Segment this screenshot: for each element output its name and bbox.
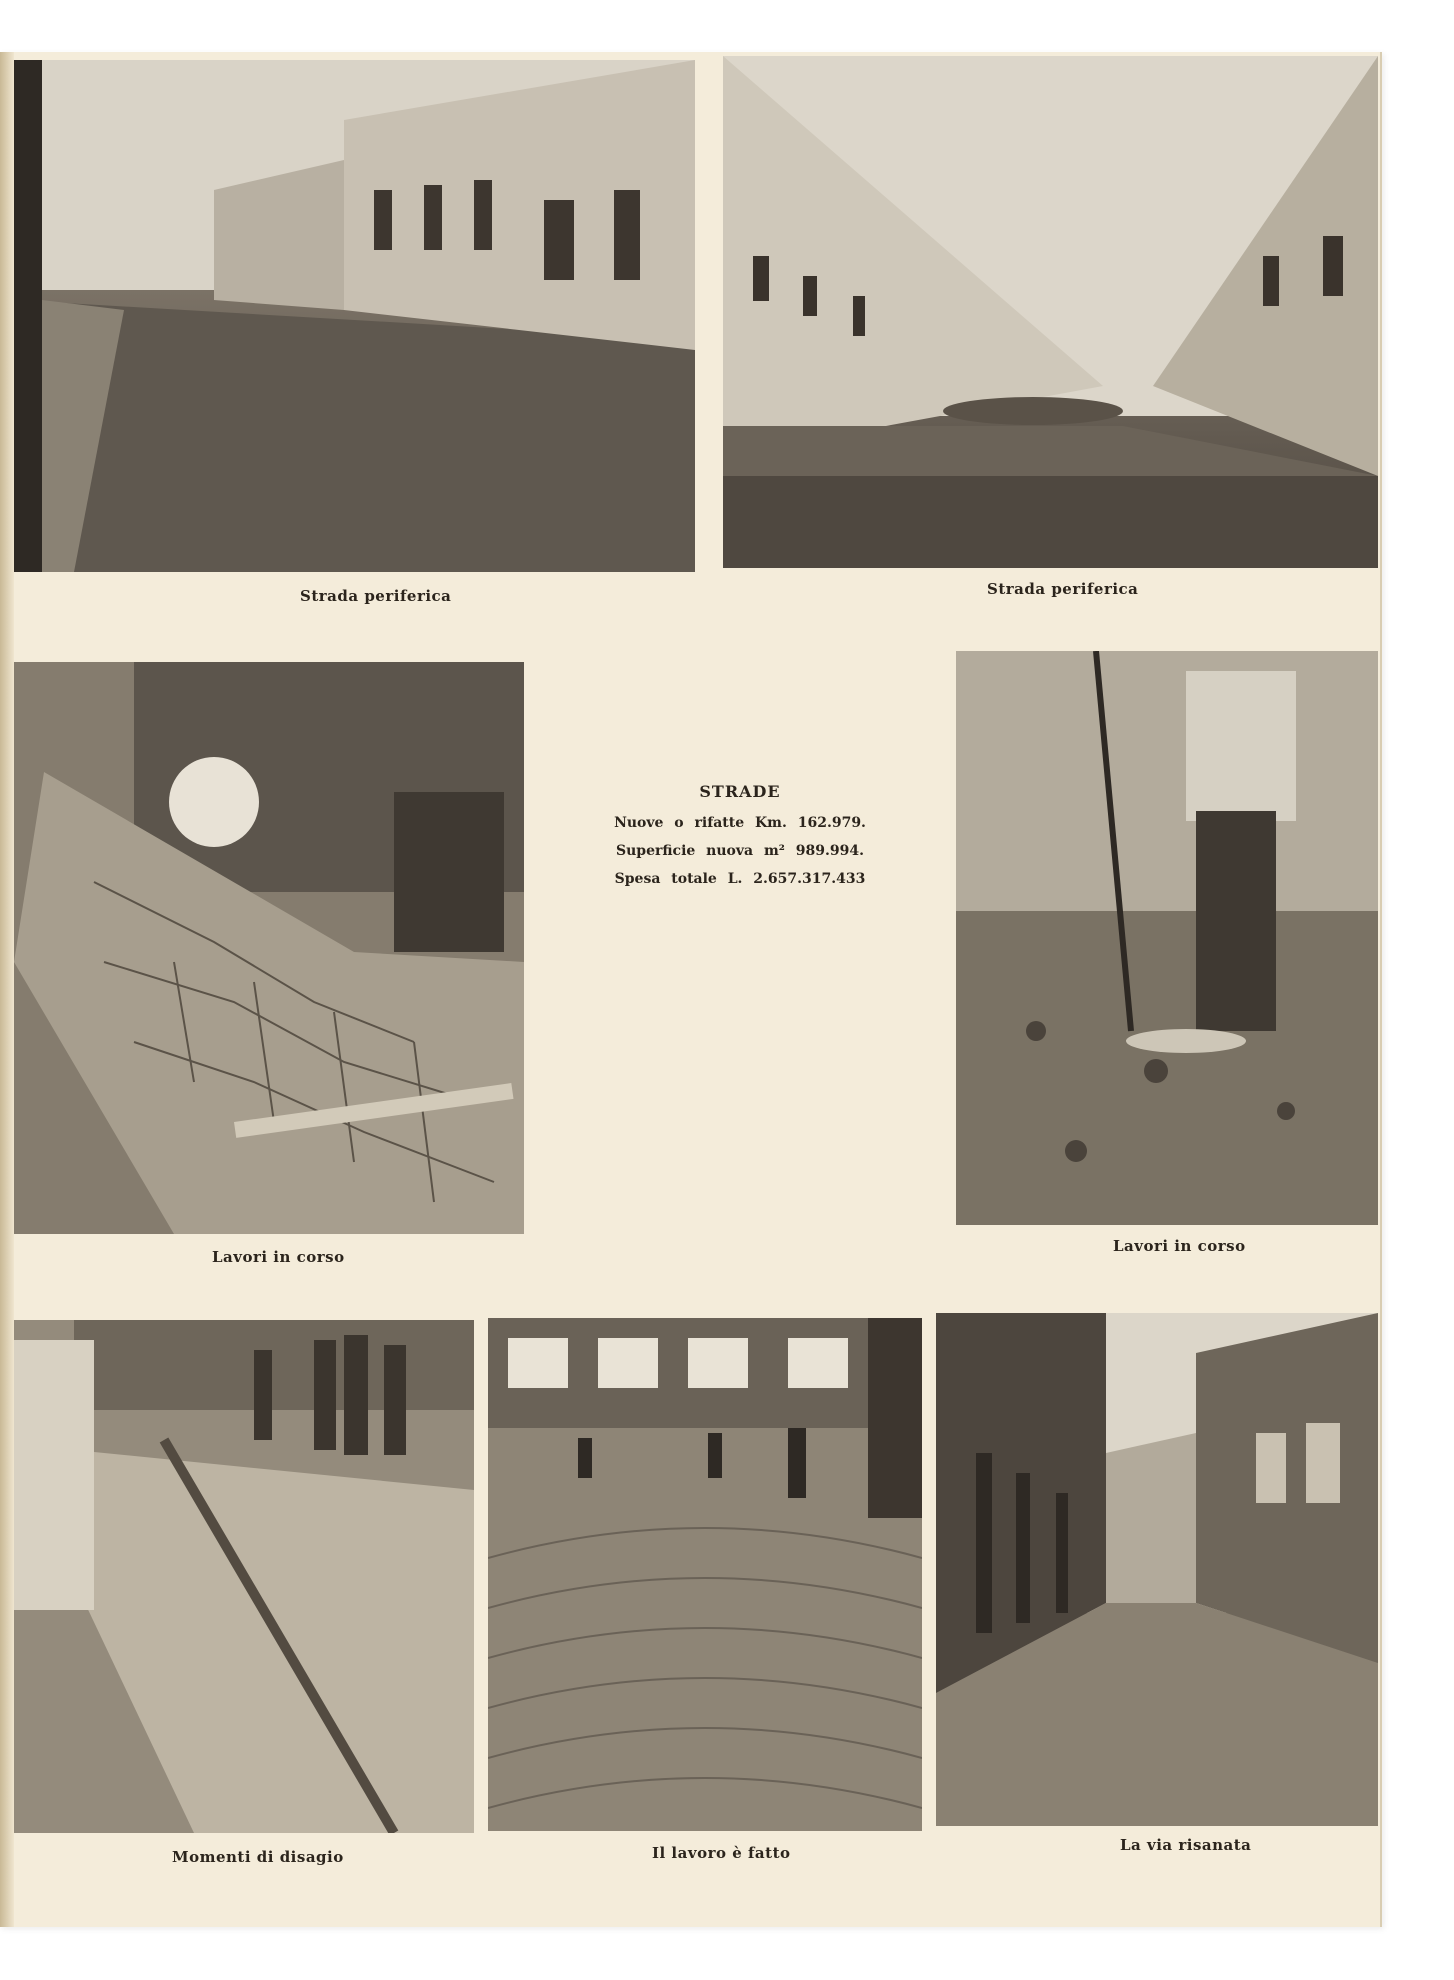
stats-line-km: Nuove o rifatte Km. 162.979. bbox=[614, 815, 866, 831]
photo-strada-periferica-1 bbox=[14, 60, 695, 572]
stats-line-cost: Spesa totale L. 2.657.317.433 bbox=[614, 871, 866, 887]
caption-mid-right: Lavori in corso bbox=[1113, 1237, 1246, 1255]
photo-lavori-in-corso-1 bbox=[14, 662, 524, 1234]
stats-line-surface: Superficie nuova m² 989.994. bbox=[616, 843, 864, 859]
caption-mid-left: Lavori in corso bbox=[212, 1248, 345, 1266]
photo-strada-periferica-2 bbox=[723, 56, 1378, 568]
stats-title: STRADE bbox=[699, 782, 781, 801]
photo-lavori-in-corso-2 bbox=[956, 651, 1378, 1225]
statistics-block bbox=[570, 782, 910, 899]
caption-bottom-right: La via risanata bbox=[1120, 1836, 1252, 1854]
caption-top-right: Strada periferica bbox=[987, 580, 1139, 598]
photo-la-via-risanata bbox=[936, 1313, 1378, 1826]
page-gutter bbox=[0, 52, 14, 1927]
caption-top-left: Strada periferica bbox=[300, 587, 452, 605]
caption-bottom-middle: Il lavoro è fatto bbox=[652, 1844, 791, 1862]
caption-bottom-left: Momenti di disagio bbox=[172, 1848, 344, 1866]
photo-il-lavoro-e-fatto bbox=[488, 1318, 922, 1831]
photo-momenti-di-disagio bbox=[14, 1320, 474, 1833]
